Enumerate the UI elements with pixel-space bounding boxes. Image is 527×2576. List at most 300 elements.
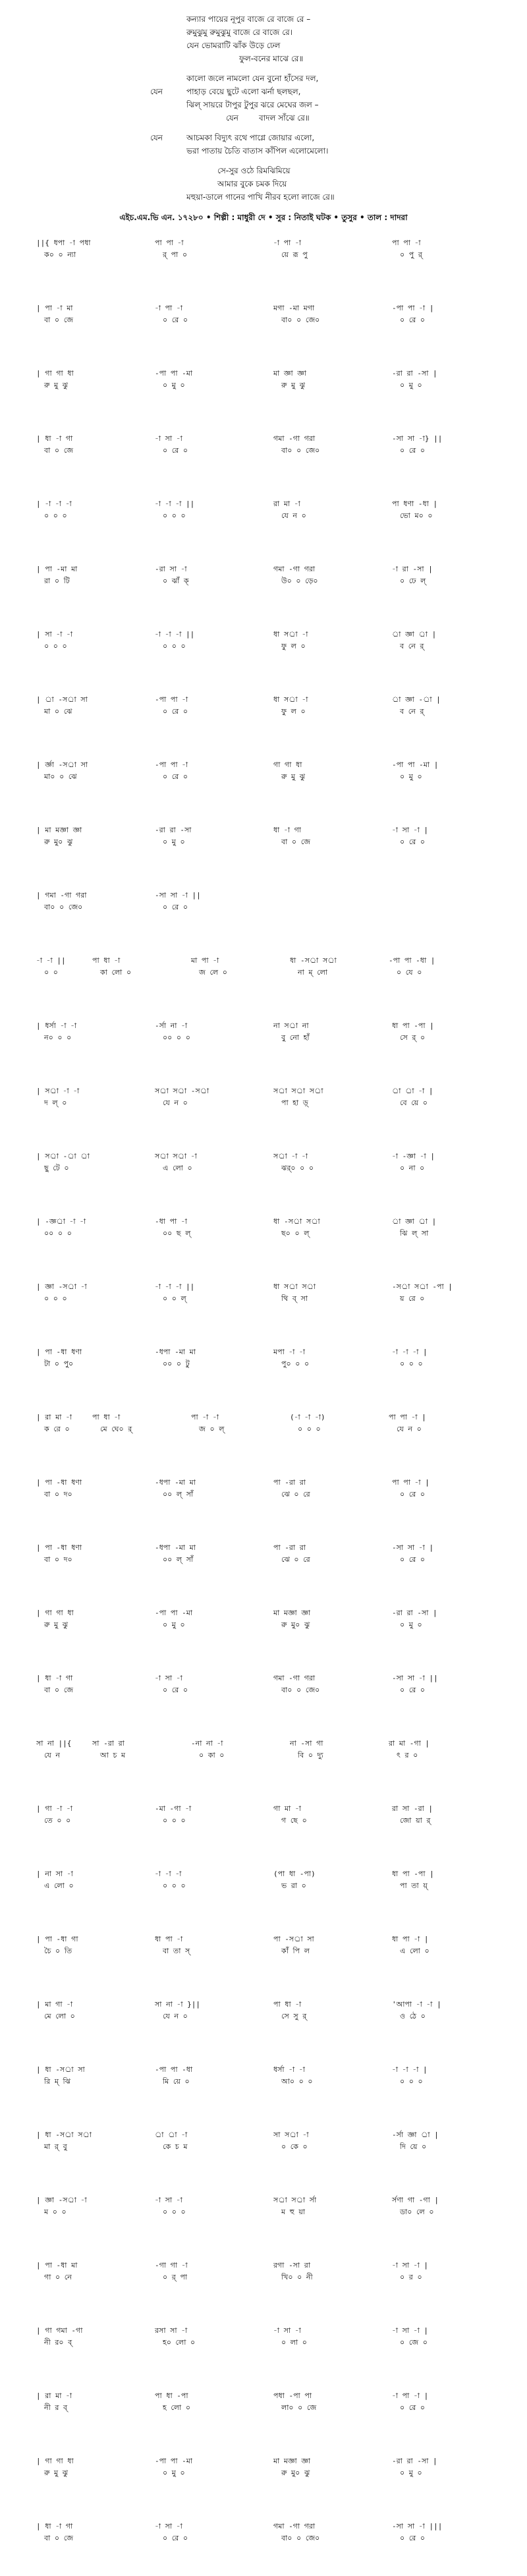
swara-line — [0, 890, 527, 899]
swara-cell: -া রা -সা | — [392, 565, 433, 573]
swara-line — [0, 302, 527, 312]
swara-cell: | ধর্সা -া -া — [36, 1021, 77, 1030]
bani-cell: বা০ ০ জে০ — [44, 903, 83, 911]
notation-row — [0, 2064, 527, 2090]
swara-cell: -ধপা -মা মা — [155, 1543, 196, 1552]
swara-cell: ধা সর্া -া — [273, 695, 308, 704]
swara-cell: | মা গা -া — [36, 2000, 73, 2009]
notation-row — [0, 433, 527, 459]
notation-row — [0, 1020, 527, 1046]
swara-cell: (পা ধা -পা) — [273, 1870, 316, 1878]
swara-cell: ধা পা -া | — [392, 1935, 429, 1943]
bani-cell: ঝি ল্ সা — [400, 1229, 429, 1238]
lyric-line: ঝিল্ সায়রে টাপুর টুপুর ঝরে মেঘের জল – — [186, 100, 319, 109]
bani-cell: ০ মু ০ — [163, 381, 185, 389]
bani-cell: রু মু ঝু — [281, 381, 306, 389]
swara-cell: পা পা -া — [155, 239, 184, 247]
bani-line — [0, 1228, 527, 1237]
notation-row — [0, 563, 527, 590]
notation-row — [0, 1738, 527, 1764]
bani-cell: বা ০ জে — [44, 316, 74, 324]
bani-cell: ০ কা ০ — [199, 1751, 225, 1760]
swara-cell: -া পা -া | — [392, 2391, 429, 2400]
bani-cell: হ০ লো ০ — [163, 2338, 196, 2347]
swara-cell: -সর্া সর্া -পা | — [392, 1282, 453, 1291]
swara-line — [0, 2325, 527, 2334]
swara-cell: | রা মা -া — [36, 1413, 72, 1421]
bani-cell: ০ রে ০ — [163, 707, 188, 716]
notation-row — [0, 1346, 527, 1373]
swara-cell: সা না -া }|| — [155, 2000, 201, 2009]
bani-cell: ০ রে ০ — [163, 446, 188, 455]
bani-cell: গ ছে ০ — [281, 1816, 307, 1825]
swara-cell: ||{ ধপা -া পধা — [36, 239, 91, 247]
bani-cell: রু মু ঝু — [281, 772, 306, 781]
swara-line — [0, 498, 527, 507]
lyric-line: আচমকা বিদ্যুৎ রথে পাগ্লে জোয়ার এলো, — [186, 133, 315, 142]
bani-cell: ০ রে ০ — [163, 903, 188, 911]
bani-line — [0, 1162, 527, 1172]
bani-cell: কাঁ পি ল — [281, 1947, 310, 1955]
swara-cell: -পা পা -মা — [155, 369, 193, 378]
bani-line — [0, 1945, 527, 1955]
bani-cell: চৈ ০ তি — [44, 1947, 72, 1955]
swara-line — [0, 2455, 527, 2465]
bani-cell: ও ঠে ০ — [400, 2012, 426, 2020]
bani-cell: ০ রে ০ — [163, 316, 188, 324]
bani-cell: ক০ ০ ন্যা — [44, 250, 76, 259]
swara-cell: | গমা -গা গরা — [36, 891, 87, 900]
swara-cell: | ধা -সর্া সর্া — [36, 2131, 92, 2139]
swara-line — [0, 1412, 527, 1421]
bani-line — [0, 1554, 527, 1563]
bani-line — [0, 641, 527, 650]
bani-cell: পা তা য়্ — [400, 1881, 428, 1890]
swara-line — [0, 563, 527, 573]
notation-row — [0, 1803, 527, 1829]
swara-cell: রসা সা -া — [155, 2326, 188, 2335]
swara-cell: -সা সা -া} || — [392, 434, 443, 443]
swara-cell: -া -া || — [36, 956, 66, 965]
swara-cell: রা মা -গা | — [389, 1739, 430, 1748]
swara-cell: গমা -গা গরা — [273, 434, 316, 443]
swara-cell: | -া -া -া — [36, 500, 72, 508]
swara-cell: পা পা -া — [392, 239, 421, 247]
swara-line — [0, 1346, 527, 1356]
lyric-line: আমার বুকে চমক দিয়ে — [217, 179, 287, 188]
bani-cell: বা০ ০ জে০ — [281, 2534, 320, 2542]
bani-cell: বি ০ দ্যু — [298, 1751, 323, 1760]
lyric-line: কন্যার পায়ের নূপুর বাজে রে বাজে রে – — [186, 14, 311, 24]
bani-line — [0, 249, 527, 258]
swara-cell: গা গা ধা — [273, 760, 302, 769]
bani-cell: ফু ল ০ — [281, 642, 306, 650]
swara-cell: পা -রা রা — [273, 1543, 306, 1552]
bani-cell: বা ০ দ০ — [44, 1490, 72, 1499]
swara-cell: রা সা -রা | — [392, 1804, 433, 1813]
swara-cell: মা জ্ঞা জ্ঞা — [273, 369, 306, 378]
swara-cell: -পা পা -া — [155, 695, 188, 704]
bani-cell: সে সু র্ — [281, 2012, 307, 2020]
notation-row — [0, 237, 527, 264]
swara-cell: -রা রা -সা | — [392, 369, 437, 378]
swara-cell: র্া জ্ঞা -র্া | — [392, 695, 441, 704]
notation-row — [0, 2325, 527, 2351]
swara-cell: -পা পা -া — [155, 760, 188, 769]
bani-line — [0, 1423, 527, 1433]
notation-row — [0, 1542, 527, 1568]
bani-cell: যে ন — [44, 1751, 60, 1760]
bani-cell: ০ মু ০ — [400, 381, 422, 389]
swara-cell: | ধা -া গা — [36, 1674, 73, 1682]
swara-cell: -া -া -া || — [155, 1282, 195, 1291]
notation-row — [0, 1085, 527, 1112]
swara-cell: -সা সা -া | — [392, 1543, 434, 1552]
swara-cell: -পা পা -ধা | — [389, 956, 435, 965]
lyric-line: রুমুঝুমু রুমুঝুমু বাজে রে বাজে রে। — [186, 28, 292, 37]
bani-cell: ০ মু ০ — [400, 772, 422, 781]
lyric-line: যেন — [150, 87, 163, 96]
bani-cell: ০ ০ ০ — [44, 1294, 67, 1303]
swara-cell: সা সর্া -া — [273, 2131, 309, 2139]
notation-row — [0, 694, 527, 720]
swara-cell: -া সা -া | — [392, 826, 429, 834]
bani-cell: ০ রে ০ — [400, 2403, 426, 2412]
bani-cell: ঝে ০ রে — [281, 1490, 310, 1499]
swara-cell: -মা -গা -া — [155, 1804, 192, 1813]
notation-row — [0, 955, 527, 981]
notation-row — [0, 1412, 527, 1438]
swara-line — [0, 1477, 527, 1486]
bani-cell: বা ০ জে — [44, 1686, 74, 1694]
lyric-line: ফুল-বনের মাঝে রে॥ — [239, 54, 304, 63]
bani-cell: ০ র্ পা — [163, 2273, 188, 2281]
swara-line — [0, 1085, 527, 1095]
swara-cell: সা না ||{ — [36, 1739, 72, 1748]
swara-cell: -া -জ্ঞা -া | — [392, 1152, 435, 1160]
bani-line — [0, 1750, 527, 1759]
bani-cell: ০ ঢে ল্ — [400, 577, 426, 585]
swara-cell: রা মা -া — [273, 500, 300, 508]
swara-cell: ধা পা -া — [155, 1935, 183, 1943]
swara-cell: -র্সা জ্ঞা র্া | — [392, 2131, 439, 2139]
bani-cell: ক রে ০ — [44, 1425, 70, 1433]
bani-cell: ম ০ ০ — [44, 2208, 67, 2216]
swara-cell: -া সা -া — [273, 2326, 301, 2335]
bani-cell: ০ ০ ০ — [163, 642, 186, 650]
bani-cell: ০০ ল্ সাঁ — [163, 1490, 194, 1499]
bani-cell: ০০ ০ ০ — [163, 1033, 190, 1042]
bani-cell: কে চ ম — [163, 2142, 188, 2151]
swara-cell: | না সা -া — [36, 1870, 73, 1878]
bani-cell: তে ০ ০ — [44, 1816, 71, 1825]
swara-cell: -পা পা -মা — [155, 1609, 193, 1617]
swara-line — [0, 629, 527, 638]
swara-cell: ধা -সর্া সর্া — [290, 956, 337, 965]
bani-line — [0, 575, 527, 585]
swara-line — [0, 237, 527, 246]
bani-cell: রু মু ঝু — [44, 381, 69, 389]
bani-cell: র্ পা ০ — [163, 250, 188, 259]
swara-cell: -া -া -া || — [155, 630, 195, 639]
swara-cell: পা ধা -া — [273, 2000, 302, 2009]
swara-cell: মা পা -া — [191, 956, 219, 965]
swara-cell: | সর্া -র্া র্া — [36, 1152, 90, 1160]
swara-cell: | পা -ধা ধণা — [36, 1478, 82, 1487]
swara-cell: -ধপা -মা মা — [155, 1348, 196, 1356]
bani-line — [0, 1032, 527, 1041]
bani-cell: নী র ব্ — [44, 2403, 68, 2412]
bani-cell: আ০ ০ ০ — [281, 2077, 313, 2086]
bani-cell: যে ন ০ — [163, 1099, 188, 1107]
bani-cell: ০ মু ০ — [163, 838, 185, 846]
bani-cell: মা র্ বু — [44, 2142, 67, 2151]
bani-cell: ০ ০ ল্ — [163, 1294, 186, 1303]
bani-cell: মা ০ ঝে — [44, 707, 72, 716]
swara-cell: -া সা -া | — [392, 2326, 429, 2335]
bani-cell: বা ০ জে — [44, 446, 74, 455]
bani-cell: খি০ ০ নী — [281, 2273, 313, 2281]
bani-cell: ০০ ল্ সাঁ — [163, 1555, 194, 1564]
bani-cell: নী র০ ব্ — [44, 2338, 72, 2347]
bani-cell: য় রে ০ — [400, 1294, 425, 1303]
bani-line — [0, 2337, 527, 2346]
bani-cell: জো য়া র্ — [400, 1816, 431, 1825]
bani-cell: ভো ম০ ০ — [400, 511, 433, 520]
swara-cell: -রা সা -া — [155, 565, 187, 573]
swara-cell: | জ্ঞা -সর্া -া — [36, 1282, 87, 1291]
notation-row — [0, 2194, 527, 2221]
swara-cell: সর্া সর্া -া — [155, 1152, 197, 1160]
bani-cell: পু০ ০ ০ — [281, 1360, 310, 1368]
lyric-line: বাদল সাঁঝে রে॥ — [259, 113, 310, 123]
bani-line — [0, 2467, 527, 2476]
bani-cell: জ ০ ল্ — [199, 1425, 225, 1433]
bani-cell: বা০ ০ জে০ — [281, 1686, 320, 1694]
swara-cell: | জ্ঞা -সর্া -া — [36, 2196, 87, 2204]
bani-line — [0, 1489, 527, 1498]
swara-cell: র্সণা গা -গা | — [392, 2196, 439, 2204]
bani-cell: ৎ র ০ — [397, 1751, 418, 1760]
bani-line — [0, 2272, 527, 2281]
notation-row — [0, 2521, 527, 2547]
swara-cell: -র্সা না -া — [155, 1021, 188, 1030]
bani-cell: রু মু০ ঝু — [44, 838, 73, 846]
swara-cell: -ধপা -মা মা — [155, 1478, 196, 1487]
bani-cell: ঝর্০ ০ ০ — [281, 1164, 314, 1172]
bani-cell: রু মু০ ঝু — [281, 2469, 310, 2477]
swara-cell: | র্জ্ঞা -সর্া সা — [36, 760, 88, 769]
bani-cell: আ চ ম — [100, 1751, 126, 1760]
swara-cell: -রা রা -সা | — [392, 1609, 437, 1617]
swara-cell: | ধা -সর্া সা — [36, 2065, 85, 2074]
bani-line — [0, 1358, 527, 1367]
notation-row — [0, 368, 527, 394]
bani-cell: ০ ০ — [44, 968, 58, 977]
bani-cell: উ০ ০ ড়ে০ — [281, 577, 318, 585]
bani-cell: এ লো ০ — [163, 1164, 192, 1172]
swara-cell: | রা মা -া — [36, 2391, 72, 2400]
bani-cell: বা তা স্ — [163, 1947, 190, 1955]
bani-cell: ০ ০ ০ — [298, 1425, 321, 1433]
lyric-line: যেন — [226, 113, 238, 123]
bani-line — [0, 902, 527, 911]
swara-cell: পা পা -া | — [392, 1478, 430, 1487]
swara-cell: -া পা -া — [273, 239, 302, 247]
swara-cell: | র্া -সর্া সা — [36, 695, 88, 704]
swara-cell: পা -া -া — [191, 1413, 219, 1421]
bani-cell: দ ল্ ০ — [44, 1099, 67, 1107]
swara-line — [0, 2521, 527, 2530]
swara-cell: | পা -া মা — [36, 304, 73, 312]
bani-cell: ০ রে ০ — [400, 838, 426, 846]
bani-cell: ০ র ০ — [400, 2273, 422, 2281]
notation-row — [0, 2260, 527, 2286]
bani-cell: ০ রে ০ — [400, 2534, 426, 2542]
bani-line — [0, 967, 527, 976]
bani-cell: ছু টে ০ — [44, 1164, 69, 1172]
swara-cell: -া সা -া — [155, 2522, 182, 2531]
bani-cell: ম হু য়া — [281, 2208, 306, 2216]
bani-cell: যে ন ০ — [163, 2012, 188, 2020]
bani-cell: থি ব্ সা — [281, 1294, 308, 1303]
bani-line — [0, 510, 527, 519]
swara-cell: র্া র্া -া — [155, 2131, 188, 2139]
bani-cell: বা ০ জে — [281, 838, 311, 846]
swara-line — [0, 1151, 527, 1160]
lyric-line: ভরা পাতায় চৈতি বাতাস কাঁপিল এলোমেলো। — [186, 146, 329, 156]
swara-line — [0, 1999, 527, 2008]
swara-cell: | মা মজ্ঞা জ্ঞা — [36, 826, 82, 834]
swara-cell: সর্া -া -া — [273, 1152, 308, 1160]
bani-cell: ব নে র্ — [400, 642, 424, 650]
bani-cell: কা লো ০ — [100, 968, 132, 977]
swara-cell: | গা গা ধা — [36, 1609, 74, 1617]
swara-cell: গমা -গা গরা — [273, 1674, 316, 1682]
swara-cell: -পা পা -মা — [155, 2457, 193, 2465]
notation-row — [0, 1999, 527, 2025]
swara-line — [0, 694, 527, 703]
swara-cell: | গা -া -া — [36, 1804, 72, 1813]
bani-cell: বা ০ দ০ — [44, 1555, 72, 1564]
bani-cell: বা ০ জে — [44, 2534, 74, 2542]
swara-cell: -সা সা -া ||| — [392, 2522, 443, 2531]
bani-cell: ০ মু ০ — [400, 1620, 422, 1629]
swara-cell: সা -রা রা — [92, 1739, 125, 1748]
bani-cell: মি য়ে ০ — [163, 2077, 190, 2086]
swara-cell: পা ধা -া — [92, 956, 121, 965]
bani-line — [0, 2011, 527, 2020]
swara-line — [0, 759, 527, 768]
bani-cell: ঝে ০ রে — [281, 1555, 310, 1564]
bani-cell: ০ ০ ০ — [163, 2208, 186, 2216]
swara-cell: (-া -া -া) — [290, 1413, 325, 1421]
bani-line — [0, 314, 527, 324]
bani-line — [0, 1684, 527, 1694]
swara-cell: গমা -গা গরা — [273, 565, 316, 573]
bani-cell: বা০ ০ জে০ — [281, 316, 320, 324]
swara-cell: পা পা -া | — [389, 1413, 426, 1421]
bani-line — [0, 2402, 527, 2411]
notation-row — [0, 2455, 527, 2482]
swara-cell: গা মা -া — [273, 1804, 301, 1813]
bani-cell: ০ না ০ — [400, 1164, 425, 1172]
swara-cell: -া -া -া | — [392, 2065, 428, 2074]
lyric-line: যেন — [150, 133, 163, 142]
bani-cell: ০ রে ০ — [163, 1686, 188, 1694]
swara-cell: পধা -পা পা — [273, 2391, 312, 2400]
bani-cell: ফু ল ০ — [281, 707, 306, 716]
bani-cell: রু মু ঝু — [44, 2469, 69, 2477]
bani-cell: না ম্ লো — [298, 968, 327, 977]
swara-cell: | সা -া -া — [36, 630, 73, 639]
swara-cell: | -জ্ঞর্া -া -া — [36, 1217, 86, 1226]
swara-cell: -া সা -া — [155, 2196, 182, 2204]
swara-cell: | সর্া -া -া — [36, 1087, 80, 1095]
bani-cell: মে লো ০ — [44, 2012, 75, 2020]
bani-cell: ০ জে ০ — [400, 2338, 428, 2347]
swara-line — [0, 1673, 527, 1682]
bani-line — [0, 380, 527, 389]
bani-cell: ডা০ লে ০ — [400, 2208, 434, 2216]
bani-cell: টা ০ পু০ — [44, 1360, 74, 1368]
bani-cell: রু মু০ ঝু — [281, 1620, 310, 1629]
bani-cell: ০ ঝাঁ ক্ — [163, 577, 189, 585]
bani-cell: য়ে রূ পু — [281, 250, 308, 259]
swara-cell: | পা -ধা ধণা — [36, 1348, 82, 1356]
bani-cell: ০ ০ ০ — [44, 642, 67, 650]
swara-cell: র্া র্া -া | — [392, 1087, 433, 1095]
bani-line — [0, 1293, 527, 1302]
bani-cell: রি ম্ ঝি — [44, 2077, 71, 2086]
swara-cell: 'আপা -া -া | — [392, 2000, 441, 2009]
bani-cell: রা ০ টি — [44, 577, 70, 585]
bani-cell: বে য়ে ০ — [400, 1099, 428, 1107]
notation-row — [0, 1868, 527, 1895]
swara-cell: সর্া সর্া -সর্া — [155, 1087, 209, 1095]
bani-cell: ব নে র্ — [400, 707, 424, 716]
bani-line — [0, 836, 527, 845]
lyric-line: সে-সুর ওঠে রিমঝিমিয়ে — [217, 166, 291, 175]
bani-cell: ০ যে ০ — [397, 968, 422, 977]
swara-cell: ধর্সা -া -া — [273, 2065, 305, 2074]
bani-cell: ০ রে ০ — [163, 2534, 188, 2542]
swara-cell: র্া জ্ঞা র্া | — [392, 630, 437, 639]
swara-cell: ধা পা -পা | — [392, 1021, 434, 1030]
bani-cell: মে ঘে০ র্ — [100, 1425, 132, 1433]
notation-row — [0, 302, 527, 329]
bani-cell: জ লে ০ — [199, 968, 227, 977]
bani-line — [0, 2533, 527, 2542]
swara-cell: -া সা -া | — [392, 2261, 429, 2270]
bani-line — [0, 2141, 527, 2150]
notation-row — [0, 498, 527, 525]
bani-cell: ০ মু ০ — [400, 2469, 422, 2477]
bani-cell: ০ রে ০ — [400, 1490, 426, 1499]
bani-cell: রু মু ঝু — [44, 1620, 69, 1629]
bani-cell: ভ রা ০ — [281, 1881, 306, 1890]
bani-cell: গা ০ নে — [44, 2273, 72, 2281]
bani-cell: ০ ০ ০ — [163, 1816, 186, 1825]
bani-cell: বা০ ০ জে০ — [281, 446, 320, 455]
bani-line — [0, 1880, 527, 1889]
bani-line — [0, 1097, 527, 1106]
swara-cell: র্া জ্ঞা র্া | — [392, 1217, 437, 1226]
swara-cell: -সা সা -া || — [155, 891, 201, 900]
notation-row — [0, 1673, 527, 1699]
bani-cell: ০ পু র্ — [400, 250, 422, 259]
bani-cell: যে ন ০ — [397, 1425, 422, 1433]
